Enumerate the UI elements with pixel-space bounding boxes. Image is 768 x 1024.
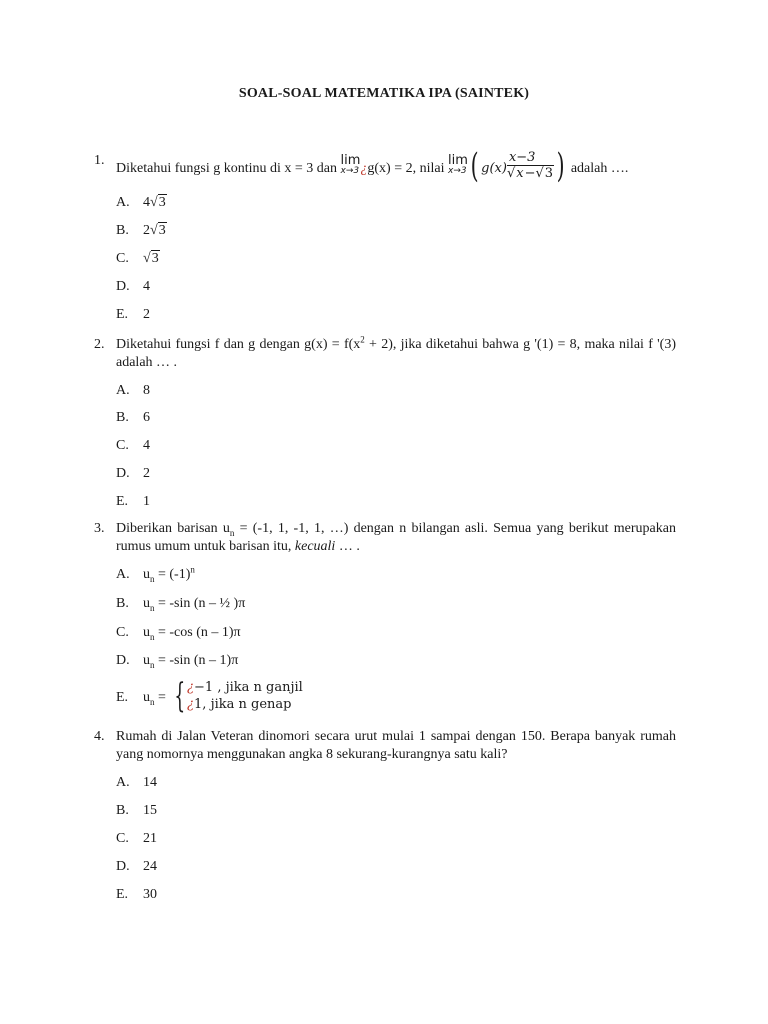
radicand: 3 xyxy=(158,223,166,238)
option-text: 21 xyxy=(143,831,157,846)
superscript: n xyxy=(190,564,195,575)
option-4d[interactable] xyxy=(116,858,157,876)
equals-sign: = xyxy=(154,690,166,705)
option-3a[interactable] xyxy=(116,566,195,584)
option-letter: A. xyxy=(116,567,130,582)
subscript: n xyxy=(150,573,155,584)
subscript: n xyxy=(150,602,155,613)
piecewise-definition xyxy=(169,676,303,716)
cases xyxy=(187,679,303,713)
option-letter: A. xyxy=(116,195,130,210)
option-2b[interactable] xyxy=(116,409,150,427)
option-3d[interactable] xyxy=(116,652,238,670)
option-3c[interactable] xyxy=(116,624,241,642)
fraction xyxy=(507,150,554,182)
question-stem xyxy=(116,336,676,372)
option-letter: D. xyxy=(116,466,130,481)
question-number: 3. xyxy=(94,521,105,536)
subscript: n xyxy=(150,659,155,670)
subscript: n xyxy=(150,696,155,707)
fraction-numerator: x−3 xyxy=(507,150,554,166)
question-stem xyxy=(116,146,676,186)
question-stem xyxy=(116,520,676,556)
option-4b[interactable] xyxy=(116,802,157,820)
stem-text: Diberikan barisan u xyxy=(116,521,230,536)
option-3b[interactable] xyxy=(116,595,245,613)
lim-word: lim xyxy=(448,153,468,168)
sequence-symbol: u xyxy=(143,690,150,705)
option-text: 1 xyxy=(143,494,150,509)
option-text: = (-1) xyxy=(154,567,191,582)
case-text: 1, jika n genap xyxy=(194,697,292,712)
option-letter: C. xyxy=(116,251,129,266)
option-1b[interactable]: B. 2√3 xyxy=(116,223,166,238)
fraction-denominator: √x−√3 xyxy=(506,166,554,181)
option-4a[interactable] xyxy=(116,774,157,792)
option-2e[interactable] xyxy=(116,493,150,511)
sequence-symbol: u xyxy=(143,596,150,611)
option-text: 14 xyxy=(143,775,157,790)
limit-symbol xyxy=(341,155,361,177)
option-text: 4 xyxy=(143,279,150,294)
subscript: n xyxy=(150,631,155,642)
option-1c[interactable]: C. √3 xyxy=(116,251,159,266)
option-4c[interactable] xyxy=(116,830,157,848)
option-letter: A. xyxy=(116,775,130,790)
radicand: 3 xyxy=(158,195,166,210)
option-letter: E. xyxy=(116,494,129,509)
option-text: 2 xyxy=(143,466,150,481)
placeholder-glyph: ¿ xyxy=(187,697,195,712)
option-letter: B. xyxy=(116,596,129,611)
option-letter: C. xyxy=(116,438,129,453)
stem-text: + 2), jika diketahui bahwa g '(1) = 8, maka nilai f '(3) adalah … . xyxy=(116,337,676,370)
question-1 xyxy=(94,146,676,186)
option-text: 6 xyxy=(143,410,150,425)
option-text: 24 xyxy=(143,859,157,874)
emphasis-text: kecuali xyxy=(294,539,336,554)
question-4 xyxy=(94,728,676,764)
option-4e[interactable] xyxy=(116,886,157,904)
subscript: n xyxy=(229,527,235,538)
placeholder-glyph: ¿ xyxy=(360,161,368,177)
option-2d[interactable] xyxy=(116,465,150,483)
option-text: 2 xyxy=(143,307,150,322)
option-text: = -sin (n – 1)π xyxy=(154,653,239,668)
option-letter: C. xyxy=(116,625,129,640)
option-1d[interactable] xyxy=(116,278,150,296)
page-title: SOAL-SOAL MATEMATIKA IPA (SAINTEK) xyxy=(238,86,530,101)
stem-text: g(x) = 2, nilai xyxy=(367,161,445,177)
radicand: 3 xyxy=(544,166,554,181)
option-text: 8 xyxy=(143,383,150,398)
option-text: 15 xyxy=(143,803,157,818)
option-letter: D. xyxy=(116,653,130,668)
option-1e[interactable] xyxy=(116,306,150,324)
superscript: 2 xyxy=(360,334,365,345)
option-1a[interactable]: A. 4√3 xyxy=(116,195,166,210)
lim-word: lim xyxy=(340,153,361,168)
option-letter: E. xyxy=(116,690,129,705)
option-letter: D. xyxy=(116,279,130,294)
option-2c[interactable] xyxy=(116,437,150,455)
question-3 xyxy=(94,520,676,556)
limit-symbol xyxy=(448,155,468,177)
sequence-symbol: u xyxy=(143,653,150,668)
right-paren: ) xyxy=(556,146,565,186)
lim-subscript: x→3 xyxy=(448,166,467,176)
question-number: 2. xyxy=(94,337,105,352)
option-3e[interactable] xyxy=(116,676,303,716)
radicand: x xyxy=(516,166,524,181)
option-letter: C. xyxy=(116,831,129,846)
radicand: 3 xyxy=(151,251,159,266)
question-stem: Rumah di Jalan Veteran dinomori secara urut mulai 1 sampai dengan 150. Berapa banyak rumah yang nomornya menggunakan angka 8 sekurang-kurangnya satu kali? xyxy=(116,729,676,762)
stem-text: = (-1, 1, -1, 1, …) dengan n bilangan asli. Semua yang berikut merupakan rumus umum untuk barisan itu, xyxy=(116,521,676,554)
question-number: 1. xyxy=(94,153,105,168)
option-letter: A. xyxy=(116,383,130,398)
option-text: = -sin (n – ½ )π xyxy=(154,596,246,611)
option-text: 2 xyxy=(143,223,150,238)
stem-text: adalah …. xyxy=(570,161,629,177)
option-letter: D. xyxy=(116,859,130,874)
stem-text: Diketahui fungsi f dan g dengan g(x) = f(x xyxy=(116,337,361,352)
left-paren: ( xyxy=(470,146,479,186)
option-text: 4 xyxy=(143,195,150,210)
option-letter: E. xyxy=(116,887,129,902)
sequence-symbol: u xyxy=(143,625,150,640)
option-text: 4 xyxy=(143,438,150,453)
minus-sign: − xyxy=(524,166,536,181)
question-number: 4. xyxy=(94,729,105,744)
option-text xyxy=(143,690,166,705)
case-text: −1 , jika n ganjil xyxy=(194,680,303,695)
option-letter: B. xyxy=(116,803,129,818)
stem-text: … . xyxy=(335,539,360,554)
option-text: = -cos (n – 1)π xyxy=(154,625,241,640)
option-letter: B. xyxy=(116,410,129,425)
option-2a[interactable] xyxy=(116,382,150,400)
option-text: 30 xyxy=(143,887,157,902)
sequence-symbol: u xyxy=(143,567,150,582)
option-letter: B. xyxy=(116,223,129,238)
left-brace: { xyxy=(174,676,186,716)
lim-subscript: x→3 xyxy=(340,166,360,176)
placeholder-glyph: ¿ xyxy=(187,680,195,695)
stem-text: Diketahui fungsi g kontinu di x = 3 dan xyxy=(116,161,337,177)
option-letter: E. xyxy=(116,307,129,322)
question-2 xyxy=(94,336,676,372)
g-of-x: g(x) xyxy=(481,161,507,177)
